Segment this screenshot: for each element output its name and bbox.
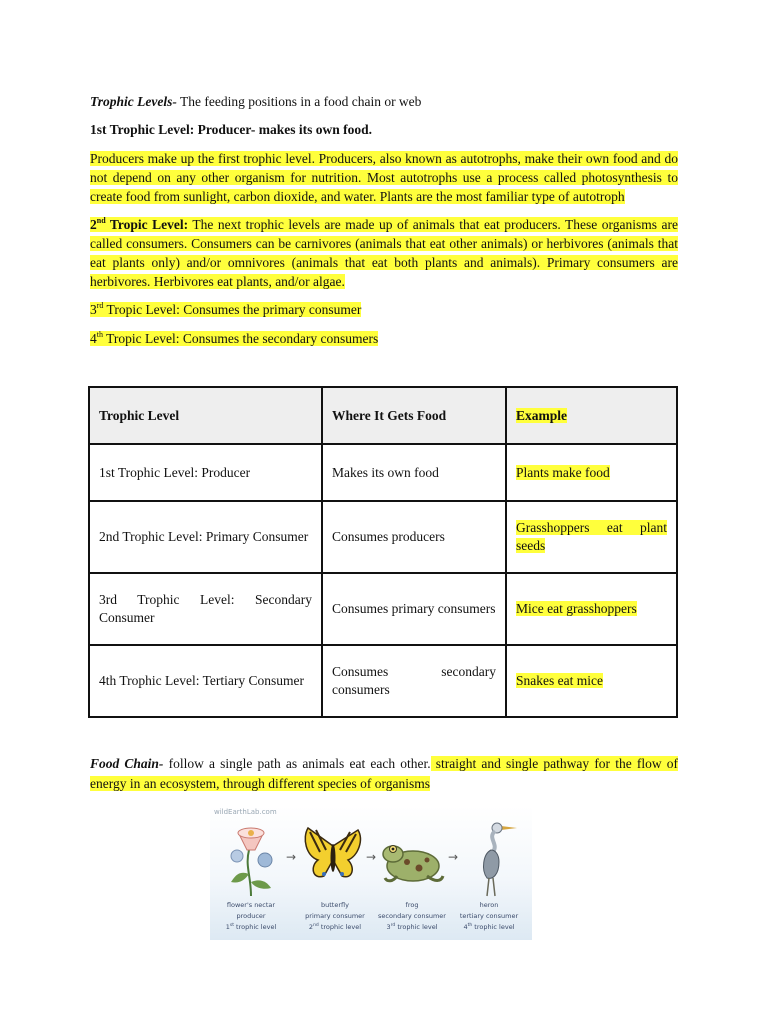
flower-name: flower's nectar [226,901,276,909]
producers-text-1: Producers make up the first trophic level. Producers, also known as autotrophs, make their own food and do not depend on any other organism for nutrition. [90,151,678,185]
butterfly-level [296,922,374,933]
table-row [89,573,677,645]
header-trophic-level: Trophic Level [89,387,322,444]
level2-text: The next trophic levels are made up of animals that eat producers. These organisms are called consumers. Consumers can be carnivores (animals that eat other animals) or herbivores (animals that eat plants only) and/or omnivores (animals that eat both plants and animals). Primary consumers are herbivores. Herbivores eat plants, and/or algae. [90,217,678,289]
level4-line [90,329,678,348]
food-chain-text: follow a single path as animals eat each other. [163,756,431,771]
arrow-icon: → [448,850,459,864]
level3-line [90,300,678,319]
heron-name: heron [479,901,499,909]
table-cell [506,645,677,717]
level1-heading: 1st Trophic Level: Producer- makes its own food. [90,122,372,137]
level-num: 2 [308,923,314,931]
butterfly-name: butterfly [321,901,349,909]
watermark: wildEarthLab.com [214,808,277,816]
table-cell: Makes its own food [322,444,506,501]
heron-organism [454,816,532,898]
table-cell [506,501,677,573]
header-example-text: Example [516,407,568,423]
level4-sup: th [96,330,103,339]
frog-icon [375,816,447,898]
frog-role: secondary consumer [378,912,446,920]
level3-sup: rd [96,301,104,310]
heron-level [450,922,528,933]
header-example [506,387,677,444]
example-text: Snakes eat mice [516,673,603,688]
level-text: trophic level [472,923,515,931]
trophic-levels-definition [90,92,678,111]
level-text: trophic level [233,923,277,931]
heron-caption [450,900,528,933]
level2-num: 2 [90,217,97,232]
level4-text: Tropic Level: Consumes the secondary consumers [102,331,379,346]
butterfly-icon [298,816,368,898]
level4-num: 4 [90,331,97,346]
table-row [89,501,677,573]
heron-role: tertiary consumer [459,912,519,920]
example-text: Plants make food [516,464,610,480]
document-body [90,92,678,348]
flower-level [212,922,290,933]
frog-caption [373,900,451,933]
table-cell: 2nd Trophic Level: Primary Consumer [89,501,322,573]
butterfly-organism [294,816,372,898]
level-num: 4 [463,923,468,931]
flower-role: producer [236,912,266,920]
table-cell [506,573,677,645]
level-sup: rd [390,923,396,928]
level3-num: 3 [90,302,97,317]
heron-icon [463,816,523,898]
level3-text: Tropic Level: Consumes the primary consumer [103,302,362,317]
frog-name: frog [405,901,419,909]
table-header-row [89,387,677,444]
food-chain-highlight: straight and single pathway for the flow of energy in an ecosystem, through different species of organisms [90,756,678,791]
header-where-food: Where It Gets Food [322,387,506,444]
table-cell: Consumes secondary consumers [322,645,506,717]
food-chain-illustration [210,806,532,940]
level-sup: nd [313,923,319,928]
frog-organism [372,816,450,898]
level2-paragraph [90,215,678,291]
trophic-level-table [88,386,678,718]
flower-organism [212,816,290,898]
flower-caption [212,900,290,933]
table-cell: 1st Trophic Level: Producer [89,444,322,501]
producers-text-2: Most autotrophs use a process called photosynthesis to create food from sunlight, carbon dioxide, and water. Plants are the most familiar type of autotroph [90,170,678,204]
level2-label: Tropic Level: [105,217,189,232]
table-cell: 3rd Trophic Level: Secondary Consumer [89,573,322,645]
food-chain-paragraph [90,754,678,794]
level-sup: th [467,923,473,928]
producers-paragraph [90,149,678,206]
butterfly-caption [296,900,374,933]
flower-icon [221,816,281,898]
frog-level [373,922,451,933]
level-sup: st [229,923,234,928]
arrow-icon: → [286,850,297,864]
table-row [89,645,677,717]
level-num: 3 [386,923,391,931]
trophic-levels-term: Trophic Levels- [90,94,177,109]
level2-sup: nd [96,216,106,225]
example-text: Mice eat grasshoppers [516,601,637,616]
butterfly-role: primary consumer [305,912,365,920]
table-row [89,444,677,501]
table-cell: 4th Trophic Level: Tertiary Consumer [89,645,322,717]
arrow-icon: → [366,850,377,864]
table-cell [506,444,677,501]
example-text: Grasshoppers eat plant seeds [516,520,667,553]
table-cell: Consumes producers [322,501,506,573]
level-num: 1 [225,923,230,931]
level-text: trophic level [395,923,438,931]
food-chain-term: Food Chain- [90,756,164,771]
definition-text: The feeding positions in a food chain or web [176,94,422,109]
level-text: trophic level [318,923,362,931]
table-cell: Consumes primary consumers [322,573,506,645]
